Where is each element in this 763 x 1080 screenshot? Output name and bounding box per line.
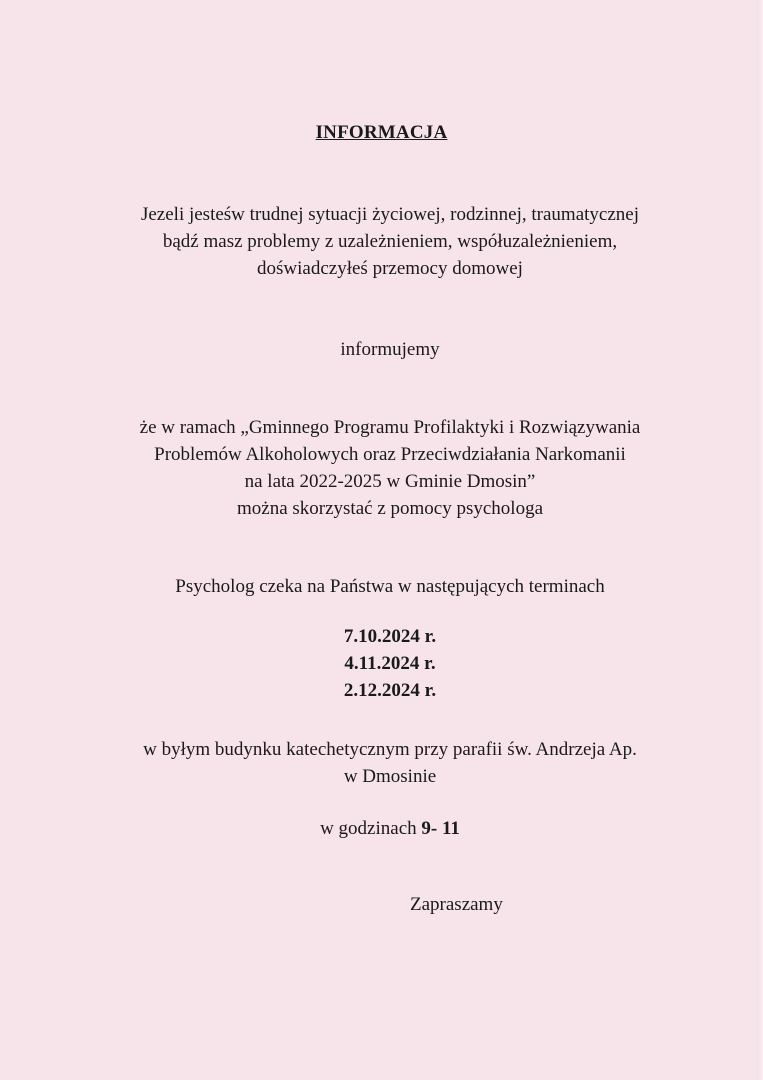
program-line: Problemów Alkoholowych oraz Przeciwdziałania Narkomanii [154,444,626,465]
intro-line: bądź masz problemy z uzależnieniem, współuzależnieniem, [162,231,618,252]
hours-value: 9- 11 [421,818,460,839]
place-line: w byłym budynku katechetycznym przy parafii św. Andrzeja Ap. [143,739,637,760]
place-line: w Dmosinie [343,766,437,787]
informujemy-text: informujemy [340,339,440,360]
hours-prefix: w godzinach [320,818,422,839]
date-item: 2.12.2024 r. [343,680,437,701]
place-paragraph [40,736,740,790]
document-title: INFORMACJA [315,122,448,143]
program-line: że w ramach „Gminnego Programu Profilaktyki i Rozwiązywania [139,417,641,438]
dates-list [40,623,740,704]
program-line: można skorzystać z pomocy psychologa [236,498,544,519]
program-line: na lata 2022-2025 w Gminie Dmosin” [244,471,536,492]
invite-text: Zapraszamy [410,894,503,915]
intro-line: doświadczyłeś przemocy domowej [257,258,523,279]
intro-paragraph [40,201,740,282]
date-item: 7.10.2024 r. [343,626,437,647]
psychologist-line: Psycholog czeka na Państwa w następujących terminach [175,576,605,597]
program-paragraph [40,414,740,522]
date-item: 4.11.2024 r. [344,653,436,674]
intro-line: Jezeli jesteśw trudnej sytuacji życiowej, rodzinnej, traumatycznej [140,204,640,225]
hours-line [40,815,740,842]
page-edge [757,0,763,1080]
